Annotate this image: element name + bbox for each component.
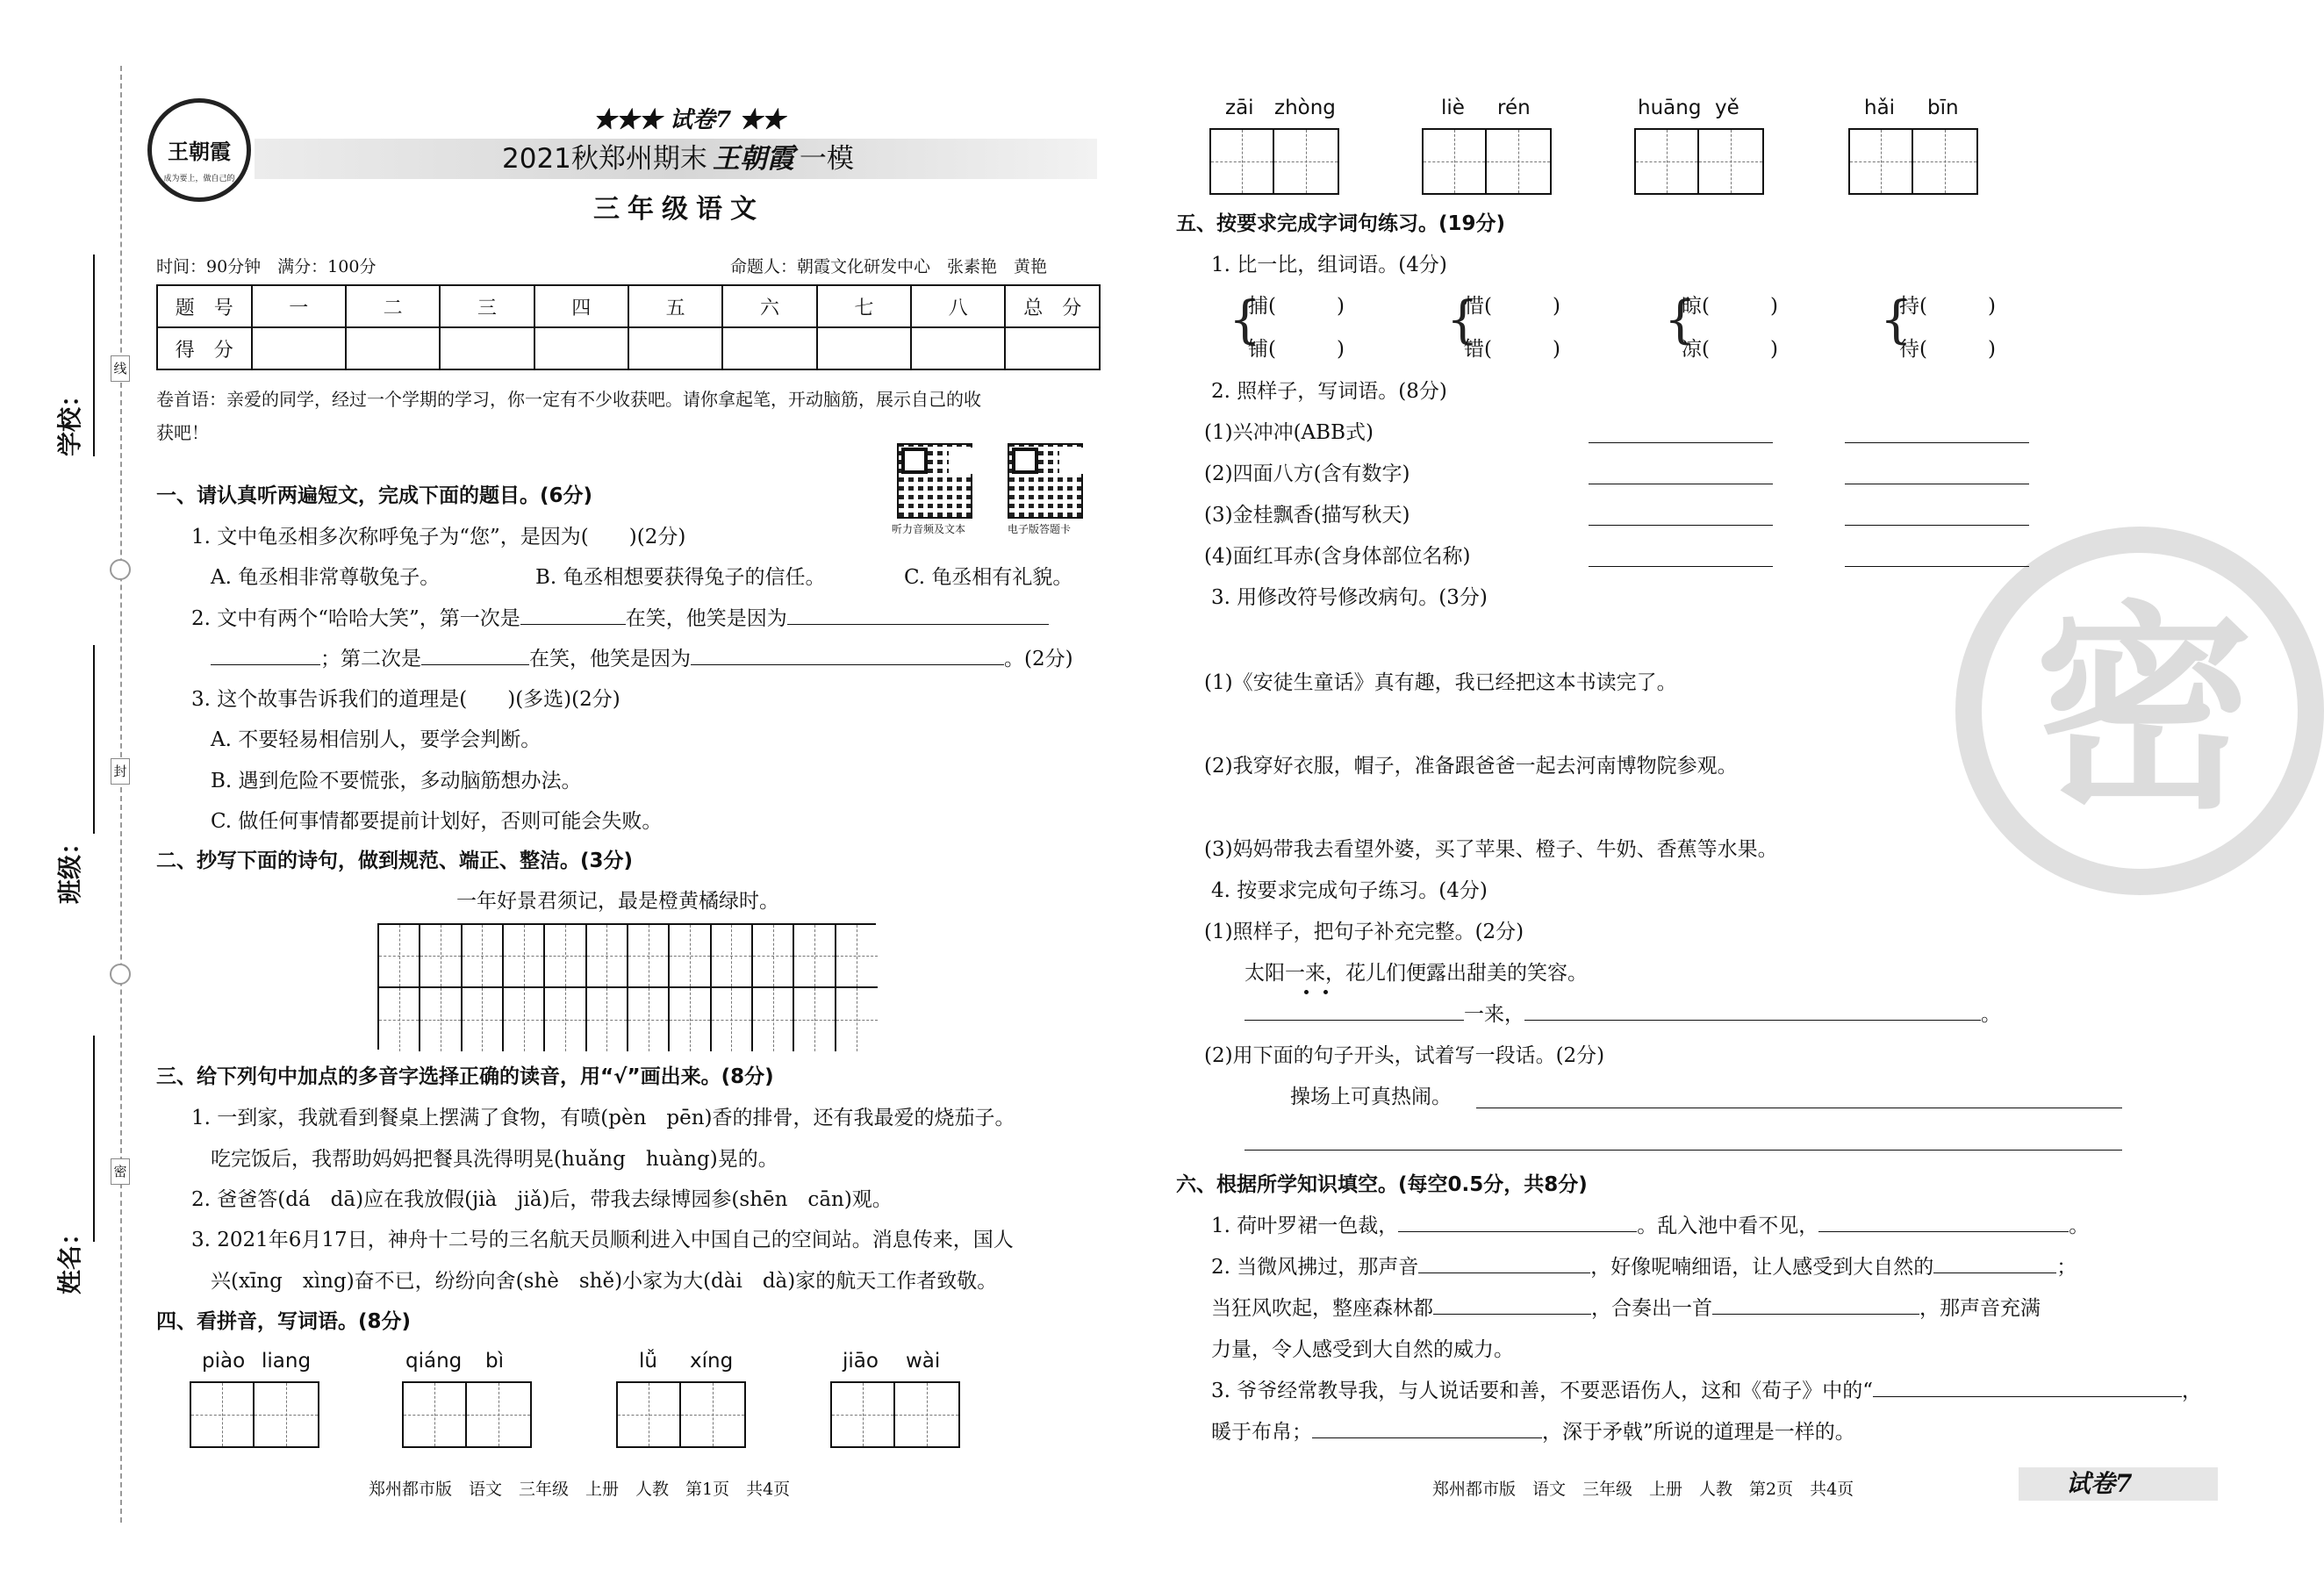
copy-grid-cell[interactable]: [379, 925, 420, 988]
brace: {: [1880, 290, 1912, 349]
binding-circle-2: [110, 964, 131, 985]
answer-line[interactable]: [1845, 566, 2029, 567]
section-6-title: 六、根据所学知识填空。(每空0.5分，共8分): [1176, 1173, 1588, 1196]
compare-word[interactable]: 惜( ): [1464, 295, 1560, 318]
s5-q4-blank-2[interactable]: [1524, 1001, 1981, 1021]
class-label: 班级：: [55, 829, 84, 904]
s1-q1: 1. 文中龟丞相多次称呼兔子为“您”，是因为( )(2分): [191, 526, 686, 548]
score-cell[interactable]: [346, 327, 440, 369]
binding-tag-secret: 密: [111, 1158, 130, 1185]
s1-q2e: 。(2分): [1004, 648, 1073, 670]
pinyin: rén: [1497, 97, 1531, 119]
s1-q3-opt-a[interactable]: A. 不要轻易相信别人，要学会判断。: [211, 728, 542, 751]
fill-blank[interactable]: [1712, 1295, 1919, 1315]
score-row-label: 得 分: [157, 327, 252, 369]
s5-q2: 2. 照样子，写词语。(8分): [1211, 380, 1447, 403]
s3-line-3: 2. 爸爸答(dá dā)应在我放假(jià jiǎ)后，带我去绿博园参(shēn cān)观。: [191, 1188, 893, 1211]
s6-line-6: [1211, 1419, 1855, 1445]
s1-q2a: 2. 文中有两个“哈哈大笑”，第一次是: [191, 607, 520, 630]
s6-l1a: 1. 荷叶罗裙一色裁，: [1211, 1215, 1399, 1237]
copy-grid-cell[interactable]: [463, 988, 504, 1051]
pinyin: zhòng: [1274, 97, 1336, 119]
score-head-1: 一: [252, 285, 346, 327]
emphasis-dot: [1323, 990, 1328, 994]
copy-grid-cell[interactable]: [628, 988, 670, 1051]
copy-grid-cell[interactable]: [504, 988, 545, 1051]
binding-dashed-line: [120, 66, 122, 1523]
s1-q2-blank-3[interactable]: [211, 646, 320, 665]
binding-circle-1: [110, 559, 131, 580]
binding-tag-line: 线: [111, 355, 130, 382]
pinyin: zāi: [1225, 97, 1254, 119]
copy-grid-cell[interactable]: [504, 925, 545, 988]
s6-l3a: 当狂风吹起，整座森林都: [1211, 1297, 1433, 1320]
fill-blank[interactable]: [1933, 1254, 2056, 1273]
s5-q4-blank-1[interactable]: [1244, 1001, 1464, 1021]
answer-grid[interactable]: [1209, 128, 1339, 195]
score-header-row: [157, 285, 1100, 327]
title-text: 2021秋郑州期末: [502, 143, 707, 175]
brand: 王朝霞: [712, 143, 794, 175]
name-label: 姓名：: [55, 1220, 84, 1294]
s6-line-4: 力量，令人感受到大自然的威力。: [1211, 1338, 1514, 1361]
s1-q2-blank-1[interactable]: [520, 606, 626, 625]
compare-word[interactable]: 铺( ): [1248, 338, 1345, 361]
s1-q3-opt-b[interactable]: B. 遇到危险不要慌张，多动脑筋想办法。: [211, 770, 582, 792]
s6-l1b: 。乱入池中看不见，: [1637, 1215, 1819, 1237]
s5-q4-start: [1290, 1084, 1452, 1110]
pinyin: liè: [1441, 97, 1465, 119]
s3-line-5: 兴(xīng xìng)奋不已，纷纷向舍(shè shě)小家为大(dài dà)家的航天工作者致敬。: [211, 1270, 998, 1293]
pinyin: liang: [262, 1350, 312, 1373]
section-4-title: 四、看拼音，写词语。(8分): [156, 1310, 412, 1333]
s3-line-1: 1. 一到家，我就看到餐桌上摆满了食物，有喷(pèn pēn)香的排骨，还有我最爱的烧茄子。: [191, 1107, 1015, 1129]
score-cell[interactable]: [1005, 327, 1100, 369]
qr-code-answer-sheet[interactable]: [1008, 443, 1083, 519]
emphasis-dot: [1304, 990, 1309, 994]
s6-line-3: [1211, 1295, 2041, 1322]
s5-q3: 3. 用修改符号修改病句。(3分): [1211, 586, 1488, 609]
pinyin: wài: [906, 1350, 941, 1373]
compare-word[interactable]: 凉( ): [1682, 338, 1778, 361]
qr-label-answer: 电子版答题卡: [1008, 523, 1072, 535]
fill-blank[interactable]: [1433, 1295, 1591, 1315]
copy-grid-cell[interactable]: [379, 988, 420, 1051]
qr-label-audio: 听力音频及文本: [892, 523, 966, 535]
pinyin: hǎi: [1864, 97, 1896, 119]
s6-l2a: 2. 当微风拂过，那声音: [1211, 1256, 1419, 1279]
s6-l5b: ，: [2182, 1380, 2203, 1402]
intro-line-2: 获吧！: [156, 422, 209, 443]
answer-line[interactable]: [1244, 1150, 2122, 1151]
qr-code-audio[interactable]: [897, 443, 972, 519]
exam-author: 命题人：朝霞文化研发中心 张素艳 黄艳: [730, 257, 1048, 276]
score-head-total: 总 分: [1005, 285, 1100, 327]
exam-time: 时间：90分钟 满分：100分: [156, 257, 377, 276]
answer-line[interactable]: [1589, 566, 1773, 567]
poem: 一年好景君须记，最是橙黄橘绿时。: [456, 890, 779, 913]
copy-grid-cell[interactable]: [753, 925, 794, 988]
score-cell[interactable]: [252, 327, 346, 369]
pinyin: yě: [1715, 97, 1739, 119]
s5-q3-item-1[interactable]: (1)《安徒生童话》真有趣，我已经把这本书读完了。: [1204, 671, 1677, 694]
s5-q3-item-2[interactable]: (2)我穿好衣服，帽子，准备跟爸爸一起去河南博物院参观。: [1204, 755, 1738, 778]
score-cell[interactable]: [628, 327, 722, 369]
answer-line[interactable]: [1845, 442, 2029, 443]
answer-grid[interactable]: [830, 1381, 960, 1448]
score-cell[interactable]: [911, 327, 1005, 369]
binding-tag-seal: 封: [111, 758, 130, 785]
s5-q4-1: (1)照样子，把句子补充完整。(2分): [1204, 921, 1524, 943]
pinyin: bì: [485, 1350, 504, 1373]
copy-grid-cell[interactable]: [587, 988, 628, 1051]
s6-l3b: ，合奏出一首: [1591, 1297, 1712, 1320]
copy-grid-cell[interactable]: [753, 988, 794, 1051]
pinyin: piào: [202, 1350, 246, 1373]
brace: {: [1229, 290, 1261, 349]
s5-q2-item-1: (1)兴冲冲(ABB式): [1204, 421, 1374, 444]
s1-q2-blank-4[interactable]: [421, 646, 529, 665]
s5-q4-start-text: 操场上可真热闹。: [1290, 1086, 1452, 1108]
s3-line-4: 3. 2021年6月17日，神舟十二号的三名航天员顺利进入中国自己的空间站。消息传来，国人: [191, 1229, 1014, 1251]
copy-grid-cell[interactable]: [545, 925, 586, 988]
copy-grid-cell[interactable]: [628, 925, 670, 988]
score-table: [156, 284, 1101, 370]
s1-q2-line2: [211, 646, 1073, 672]
copy-grid-cell[interactable]: [712, 925, 753, 988]
pinyin: xíng: [690, 1350, 734, 1373]
footer-left: 郑州都市版 语文 三年级 上册 人教 第1页 共4页: [369, 1480, 791, 1499]
answer-line[interactable]: [1589, 442, 1773, 443]
copy-grid-cell[interactable]: [794, 988, 836, 1051]
s1-q1-opt-c[interactable]: C. 龟丞相有礼貌。: [904, 566, 1073, 589]
s5-q4-fill: [1244, 1001, 2001, 1028]
fill-blank[interactable]: [1398, 1213, 1637, 1232]
pinyin: huāng: [1638, 97, 1702, 119]
answer-line[interactable]: [1589, 525, 1773, 526]
fill-blank[interactable]: [1418, 1254, 1590, 1273]
compare-word[interactable]: 错( ): [1464, 338, 1560, 361]
pinyin: lǚ: [639, 1350, 657, 1373]
s1-q3-opt-c[interactable]: C. 做任何事情都要提前计划好，否则可能会失败。: [211, 810, 663, 833]
score-row: [157, 327, 1100, 369]
pinyin: jiāo: [843, 1350, 879, 1373]
s6-l6b: ，深于矛戟”所说的道理是一样的。: [1542, 1421, 1855, 1444]
school-field[interactable]: [93, 254, 95, 456]
logo-text: 王朝霞: [168, 139, 231, 164]
copy-grid-cell[interactable]: [420, 925, 462, 988]
subject-title: 三年级语文: [593, 194, 764, 225]
score-head-6: 六: [722, 285, 816, 327]
compare-word[interactable]: 待( ): [1899, 338, 1996, 361]
score-cell[interactable]: [722, 327, 816, 369]
s6-line-5: [1211, 1378, 2202, 1404]
score-head-7: 七: [817, 285, 911, 327]
footer-right: 郑州都市版 语文 三年级 上册 人教 第2页 共4页: [1432, 1480, 1854, 1499]
pinyin: qiáng: [405, 1350, 463, 1373]
copy-grid-cell[interactable]: [712, 988, 753, 1051]
copy-grid-cell[interactable]: [670, 925, 711, 988]
brace: {: [1446, 290, 1479, 349]
s1-q3: 3. 这个故事告诉我们的道理是( )(多选)(2分): [191, 688, 620, 711]
s5-q3-item-3[interactable]: (3)妈妈带我去看望外婆，买了苹果、橙子、牛奶、香蕉等水果。: [1204, 838, 1778, 861]
s6-line-2: [1211, 1254, 2077, 1280]
copy-grid-cell[interactable]: [420, 988, 462, 1051]
s5-q2-item-3: (3)金桂飘香(描写秋天): [1204, 504, 1410, 527]
score-cell[interactable]: [534, 327, 628, 369]
s1-q2-blank-2[interactable]: [787, 606, 1049, 625]
score-head-8: 八: [911, 285, 1005, 327]
s6-l6a: 暖于布帛；: [1211, 1421, 1312, 1444]
s5-q4-example: 太阳一来，花儿们便露出甜美的笑容。: [1244, 962, 1588, 985]
compare-word[interactable]: 捕( ): [1248, 295, 1345, 318]
s1-q2b: 在笑，他笑是因为: [625, 607, 787, 630]
pinyin: bīn: [1927, 97, 1959, 119]
secret-stamp: [1955, 527, 2324, 895]
compare-word[interactable]: 持( ): [1899, 295, 1996, 318]
answer-grid[interactable]: [1848, 128, 1978, 195]
answer-grid[interactable]: [190, 1381, 319, 1448]
s1-q1-opt-a[interactable]: A. 龟丞相非常尊敬兔子。: [211, 566, 441, 589]
stamp-text: 密: [2034, 583, 2254, 838]
exam-no-text: 试卷7: [670, 107, 732, 133]
s1-q2-line1: [191, 606, 1049, 632]
compare-word[interactable]: 晾( ): [1682, 295, 1778, 318]
section-3-title: 三、给下列句中加点的多音字选择正确的读音，用“√”画出来。(8分): [156, 1065, 774, 1088]
s6-l5: 3. 爷爷经常教导我，与人说话要和善，不要恶语伤人，这和《荀子》中的“: [1211, 1380, 1874, 1402]
school-label: 学校：: [55, 382, 84, 456]
title-suffix: 一模: [799, 143, 854, 175]
name-field[interactable]: [93, 1036, 95, 1242]
section-2-title: 二、抄写下面的诗句，做到规范、端正、整洁。(3分): [156, 850, 634, 872]
s6-l2c: ；: [2056, 1256, 2077, 1279]
brace: {: [1664, 290, 1696, 349]
s3-line-2: 吃完饭后，我帮助妈妈把餐具洗得明晃(huǎng huàng)晃的。: [211, 1148, 778, 1171]
copy-grid-cell[interactable]: [836, 925, 878, 988]
fill-blank[interactable]: [1873, 1378, 2182, 1397]
copy-grid-cell[interactable]: [587, 925, 628, 988]
logo: [147, 98, 251, 202]
answer-grid[interactable]: [402, 1381, 532, 1448]
s6-l3c: ，那声音充满: [1919, 1297, 2041, 1320]
section-1-title: 一、请认真听两遍短文，完成下面的题目。(6分): [156, 484, 593, 507]
s5-q4-fill-mid: 一来，: [1464, 1003, 1524, 1026]
s1-q2d: 在笑，他笑是因为: [529, 648, 691, 670]
poem-copy-grid[interactable]: [377, 923, 876, 1050]
score-head-4: 四: [534, 285, 628, 327]
s5-q2-item-4: (4)面红耳赤(含身体部位名称): [1204, 545, 1471, 568]
s5-q4-fill-end: 。: [1981, 1003, 2001, 1026]
s5-q2-item-2: (2)四面八方(含有数字): [1204, 462, 1410, 485]
s5-q4-2: (2)用下面的句子开头，试着写一段话。(2分): [1204, 1044, 1605, 1067]
copy-grid-cell[interactable]: [670, 988, 711, 1051]
s5-q4: 4. 按要求完成句子练习。(4分): [1211, 879, 1488, 902]
footer-tag: 试卷7: [2066, 1469, 2133, 1498]
score-cell[interactable]: [817, 327, 911, 369]
fill-blank[interactable]: [1312, 1419, 1542, 1438]
s5-q1: 1. 比一比，组词语。(4分): [1211, 254, 1447, 276]
logo-slogan: 成为要上，做自己的: [163, 175, 235, 183]
score-head-5: 五: [628, 285, 722, 327]
score-head-label: 题 号: [157, 285, 252, 327]
s1-q1-opt-b[interactable]: B. 龟丞相想要获得兔子的信任。: [535, 566, 826, 589]
copy-grid-cell[interactable]: [545, 988, 586, 1051]
answer-grid[interactable]: [1422, 128, 1552, 195]
score-cell[interactable]: [440, 327, 534, 369]
copy-grid-cell[interactable]: [463, 925, 504, 988]
copy-grid-cell[interactable]: [794, 925, 836, 988]
s1-q2-blank-5[interactable]: [691, 646, 1004, 665]
class-field[interactable]: [93, 645, 95, 834]
s1-q2c: ；第二次是: [320, 648, 421, 670]
header-title: [502, 143, 854, 175]
answer-grid[interactable]: [616, 1381, 746, 1448]
answer-grid[interactable]: [1634, 128, 1764, 195]
intro-line-1: 卷首语：亲爱的同学，经过一个学期的学习，你一定有不少收获吧。请你拿起笔，开动脑筋，展示自己的收: [156, 389, 981, 410]
fill-blank[interactable]: [1818, 1213, 2069, 1232]
s6-line-1: [1211, 1213, 2089, 1239]
answer-line[interactable]: [1845, 525, 2029, 526]
score-head-3: 三: [440, 285, 534, 327]
s6-l1c: 。: [2069, 1215, 2090, 1237]
section-5-title: 五、按要求完成字词句练习。(19分): [1176, 212, 1506, 235]
exam-no: ★★★ 试卷7 ★★: [593, 107, 785, 133]
score-head-2: 二: [346, 285, 440, 327]
copy-grid-cell[interactable]: [836, 988, 878, 1051]
s6-l2b: ，好像呢喃细语，让人感受到大自然的: [1590, 1256, 1934, 1279]
